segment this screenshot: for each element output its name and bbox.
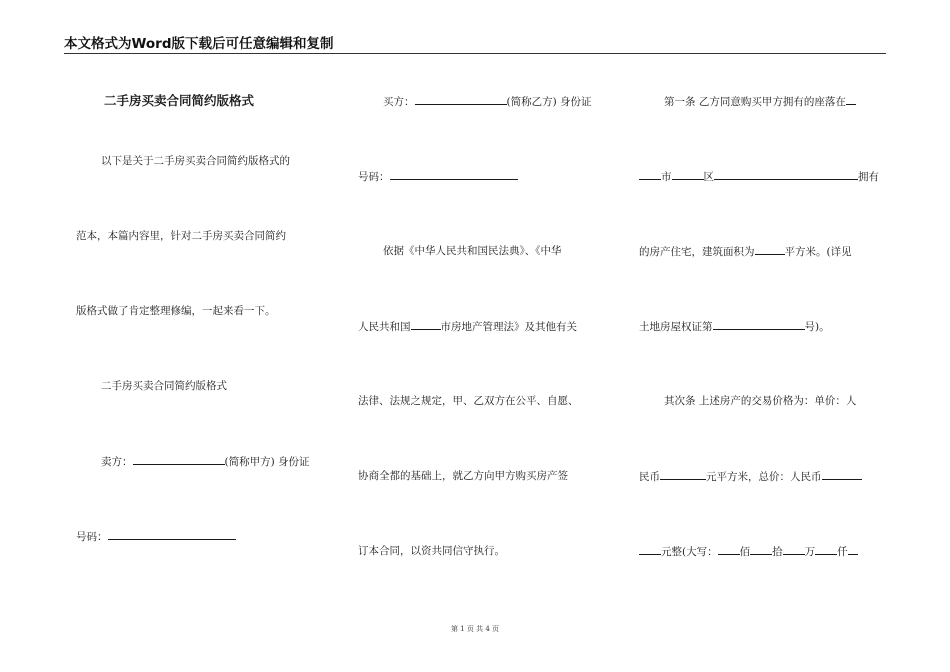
basis-line-5: 订本合同，以资共同信守执行。	[358, 545, 505, 557]
unit-qian: 仟	[837, 546, 848, 558]
location-blank-a	[846, 94, 856, 105]
buyer-id-line	[358, 169, 518, 184]
article1-text: 第一条 乙方同意购买甲方拥有的座落在	[664, 96, 846, 108]
intro-line-3: 版格式做了肯定整理修编，一起来看一下。	[76, 305, 276, 317]
buyer-suffix: (简称乙方) 身份证	[506, 96, 592, 108]
seller-id-label: 号码：	[76, 531, 108, 543]
page-number: 第 1 页 共 4 页	[450, 625, 500, 633]
owned-label: 拥有	[858, 171, 879, 183]
area-unit: 平方米。(详见	[784, 246, 852, 258]
buyer-name-blank	[415, 94, 507, 105]
seller-line	[101, 454, 310, 469]
seller-label: 卖方：	[101, 456, 133, 468]
blank-tail	[848, 544, 858, 555]
section-subtitle: 二手房买卖合同简约版格式	[101, 380, 227, 392]
seller-id-blank	[108, 529, 236, 540]
article2-line-1: 其次条 上述房产的交易价格为：单价：人	[664, 395, 857, 407]
district-blank	[672, 169, 704, 180]
download-banner: 本文格式为Word版下载后可任意编辑和复制	[64, 35, 886, 54]
total-price-blank	[822, 469, 862, 480]
seller-suffix: (简称甲方) 身份证	[224, 456, 310, 468]
unit-price-blank	[660, 469, 706, 480]
area-blank	[755, 244, 785, 255]
article1-line-4	[639, 319, 830, 334]
amount-blank	[639, 544, 661, 555]
unit-shi: 拾	[772, 546, 783, 558]
basis-line-4: 协商全都的基础上，就乙方向甲方购买房产签	[358, 470, 568, 482]
article1-line-2	[639, 169, 879, 184]
district-label: 区	[703, 171, 714, 183]
document-title: 二手房买卖合同简约版格式	[104, 93, 255, 108]
basis-line-2	[358, 319, 577, 334]
basis-text-a: 人民共和国	[358, 321, 411, 333]
buyer-label: 买方：	[383, 96, 415, 108]
basis-text-b: 市房地产管理法》及其他有关	[440, 321, 577, 333]
unit-wan: 万	[804, 546, 816, 558]
article1-line-1	[664, 94, 856, 109]
article2-line-3	[639, 544, 858, 559]
area-text: 的房产住宅，建筑面积为	[639, 246, 755, 258]
article2-line-2	[639, 469, 862, 484]
certificate-suffix: 号)。	[804, 321, 830, 333]
blank-shi	[750, 544, 772, 555]
city-label: 市	[661, 171, 672, 183]
total-label: 元平方米，总价：人民币	[706, 471, 822, 483]
seller-id-line	[76, 529, 236, 544]
buyer-id-blank	[390, 169, 518, 180]
intro-line-1: 以下是关于二手房买卖合同简约版格式的	[101, 155, 290, 167]
city-blank	[411, 319, 441, 330]
seller-name-blank	[133, 454, 225, 465]
article1-line-3	[639, 244, 852, 259]
blank-wan	[783, 544, 805, 555]
basis-line-1: 依据《中华人民共和国民法典》、《中华	[383, 245, 562, 257]
currency-label: 民币	[639, 471, 660, 483]
buyer-line	[383, 94, 592, 109]
uppercase-label: 元整(大写：	[661, 546, 718, 558]
address-blank	[714, 169, 858, 180]
unit-bai: 佰	[739, 546, 751, 558]
intro-line-2: 范本，本篇内容里，针对二手房买卖合同简约	[76, 230, 286, 242]
basis-line-3: 法律、法规之规定，甲、乙双方在公平、自愿、	[358, 395, 579, 407]
blank-bai	[718, 544, 740, 555]
blank-qian	[815, 544, 837, 555]
certificate-text: 土地房屋权证第	[639, 321, 713, 333]
certificate-blank	[713, 319, 805, 330]
buyer-id-label: 号码：	[358, 171, 390, 183]
location-blank-b	[639, 169, 661, 180]
